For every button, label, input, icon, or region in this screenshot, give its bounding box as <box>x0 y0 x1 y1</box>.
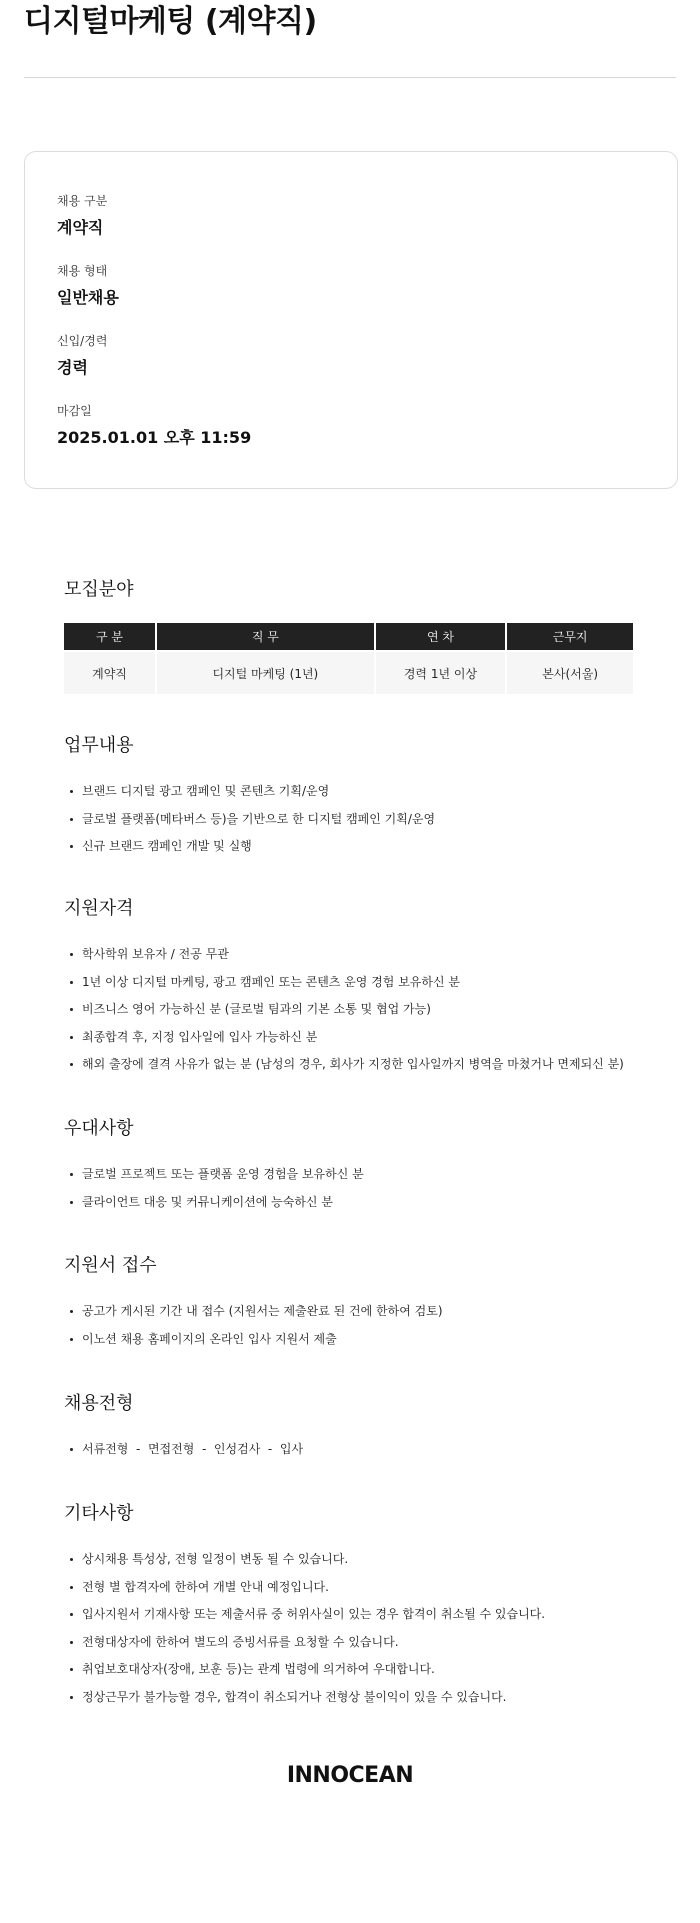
summary-hiring-form <box>57 263 119 309</box>
list-item: 브랜드 디지털 광고 캠페인 및 콘텐츠 기획/운영 <box>64 783 636 811</box>
section-title: 기타사항 <box>64 1503 134 1524</box>
application-list <box>64 1303 636 1358</box>
innocean-logo: INNOCEAN <box>286 1763 414 1788</box>
section-qualifications <box>64 897 636 1084</box>
summary-value: 경력 <box>57 358 88 377</box>
list-item: 상시채용 특성상, 전형 일정이 변동 될 수 있습니다. <box>64 1551 636 1579</box>
list-item: 취업보호대상자(장애, 보훈 등)는 관계 법령에 의거하여 우대합니다. <box>64 1661 636 1689</box>
table-header-cell: 직 무 <box>157 623 374 652</box>
process-list <box>64 1441 636 1469</box>
list-item: 글로벌 프로젝트 또는 플랫폼 운영 경험을 보유하신 분 <box>64 1166 636 1194</box>
list-item: 신규 브랜드 캠페인 개발 및 실행 <box>64 838 636 866</box>
table-row <box>64 652 633 694</box>
list-item: 입사지원서 기재사항 또는 제출서류 중 허위사실이 있는 경우 합격이 취소될 수 있습니다. <box>64 1606 636 1634</box>
etc-list <box>64 1551 636 1716</box>
table-cell: 경력 1년 이상 <box>376 652 506 694</box>
page-title: 디지털마케팅 (계약직) <box>24 4 317 39</box>
section-title: 지원서 접수 <box>64 1255 157 1276</box>
list-item: 이노션 채용 홈페이지의 온라인 입사 지원서 제출 <box>64 1331 636 1359</box>
section-title: 모집분야 <box>64 579 134 600</box>
section-title: 채용전형 <box>64 1393 134 1414</box>
list-item: 1년 이상 디지털 마케팅, 광고 캠페인 또는 콘텐츠 운영 경험 보유하신 분 <box>64 974 636 1002</box>
list-item: 서류전형 - 면접전형 - 인성검사 - 입사 <box>64 1441 636 1469</box>
table-cell: 본사(서울) <box>507 652 633 694</box>
section-process <box>64 1392 636 1469</box>
list-item: 비즈니스 영어 가능하신 분 (글로벌 팀과의 기본 소통 및 협업 가능) <box>64 1001 636 1029</box>
summary-label: 채용 형태 <box>57 264 108 278</box>
section-application <box>64 1254 636 1358</box>
section-duties <box>64 734 636 866</box>
summary-value: 계약직 <box>57 218 104 237</box>
summary-label: 마감일 <box>57 404 92 418</box>
list-item: 전형 별 합격자에 한하여 개별 안내 예정입니다. <box>64 1579 636 1607</box>
section-preferred <box>64 1117 636 1221</box>
table-header-row <box>64 623 633 652</box>
summary-label: 채용 구분 <box>57 194 108 208</box>
list-item: 학사학위 보유자 / 전공 무관 <box>64 946 636 974</box>
title-divider <box>24 77 676 78</box>
summary-value: 일반채용 <box>57 288 119 307</box>
list-item: 클라이언트 대응 및 커뮤니케이션에 능숙하신 분 <box>64 1194 636 1222</box>
summary-card <box>24 151 678 489</box>
summary-career-level <box>57 333 107 379</box>
section-title: 우대사항 <box>64 1118 134 1139</box>
table-header-cell: 구 분 <box>64 623 155 652</box>
table-cell: 계약직 <box>64 652 155 694</box>
section-etc <box>64 1502 636 1716</box>
summary-value: 2025.01.01 오후 11:59 <box>57 428 252 447</box>
table-cell: 디지털 마케팅 (1년) <box>157 652 374 694</box>
summary-deadline <box>57 403 251 449</box>
qualifications-list <box>64 946 636 1084</box>
list-item: 해외 출장에 결격 사유가 없는 분 (남성의 경우, 회사가 지정한 입사일까지 병역을 마쳤거나 면제되신 분) <box>64 1056 636 1084</box>
section-title: 업무내용 <box>64 735 134 756</box>
summary-employment-type <box>57 193 107 239</box>
table-header-cell: 연 차 <box>376 623 506 652</box>
list-item: 공고가 게시된 기간 내 접수 (지원서는 제출완료 된 건에 한하여 검토) <box>64 1303 636 1331</box>
section-recruit <box>64 578 636 602</box>
list-item: 정상근무가 불가능할 경우, 합격이 취소되거나 전형상 불이익이 있을 수 있습니다. <box>64 1689 636 1717</box>
recruit-table <box>62 623 635 694</box>
list-item: 최종합격 후, 지정 입사일에 입사 가능하신 분 <box>64 1029 636 1057</box>
duties-list <box>64 783 636 866</box>
table-header-cell: 근무지 <box>507 623 633 652</box>
section-title: 지원자격 <box>64 898 134 919</box>
preferred-list <box>64 1166 636 1221</box>
summary-label: 신입/경력 <box>57 334 108 348</box>
list-item: 글로벌 플랫폼(메타버스 등)을 기반으로 한 디지털 캠페인 기획/운영 <box>64 811 636 839</box>
list-item: 전형대상자에 한하여 별도의 증빙서류를 요청할 수 있습니다. <box>64 1634 636 1662</box>
